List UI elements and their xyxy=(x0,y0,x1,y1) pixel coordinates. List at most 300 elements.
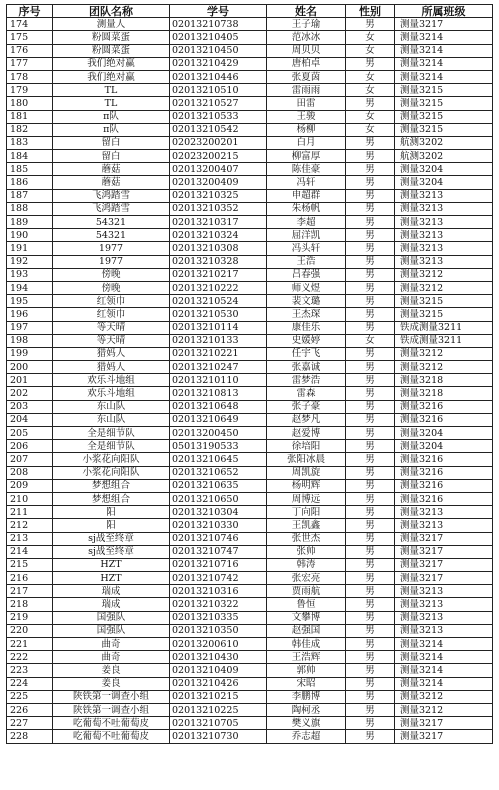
table-row xyxy=(7,677,493,690)
cell-student-id: 02013210738 xyxy=(170,18,267,31)
cell-name: 张嘉诚 xyxy=(267,361,346,374)
cell-team-name: 阳 xyxy=(53,519,170,532)
cell-index: 224 xyxy=(7,677,53,690)
cell-index: 210 xyxy=(7,492,53,505)
cell-name: 郭帅 xyxy=(267,664,346,677)
table-row xyxy=(7,717,493,730)
cell-index: 202 xyxy=(7,387,53,400)
cell-team-name: HZT xyxy=(53,572,170,585)
cell-gender: 男 xyxy=(346,242,395,255)
cell-team-name: 54321 xyxy=(53,216,170,229)
cell-name: 樊义旗 xyxy=(267,717,346,730)
cell-name: 李超 xyxy=(267,216,346,229)
cell-gender: 男 xyxy=(346,598,395,611)
cell-name: 王浩 xyxy=(267,255,346,268)
cell-index: 183 xyxy=(7,136,53,149)
table-row xyxy=(7,664,493,677)
cell-student-id: 02013200407 xyxy=(170,163,267,176)
team-roster-table xyxy=(6,4,493,744)
cell-name: 李鹏博 xyxy=(267,690,346,703)
table-row xyxy=(7,690,493,703)
cell-team-name: 飞鸿踏雪 xyxy=(53,202,170,215)
cell-class: 测量3217 xyxy=(395,730,493,743)
cell-class: 测量3213 xyxy=(395,519,493,532)
cell-name: 朱杨帆 xyxy=(267,202,346,215)
cell-name: 雷森 xyxy=(267,387,346,400)
cell-class: 测量3216 xyxy=(395,479,493,492)
cell-class: 测量3218 xyxy=(395,374,493,387)
cell-index: 186 xyxy=(7,176,53,189)
cell-team-name: 梦想组合 xyxy=(53,492,170,505)
cell-class: 测量3218 xyxy=(395,387,493,400)
cell-gender: 女 xyxy=(346,44,395,57)
cell-name: 冯轩 xyxy=(267,176,346,189)
cell-class: 测量3214 xyxy=(395,664,493,677)
cell-class: 测量3213 xyxy=(395,189,493,202)
cell-team-name: 蘑菇 xyxy=(53,176,170,189)
cell-student-id: 02013210635 xyxy=(170,479,267,492)
cell-gender: 男 xyxy=(346,506,395,519)
cell-student-id: 02013200409 xyxy=(170,176,267,189)
cell-student-id: 02013200610 xyxy=(170,638,267,651)
cell-index: 176 xyxy=(7,44,53,57)
cell-class: 测量3216 xyxy=(395,466,493,479)
cell-class: 测量3213 xyxy=(395,585,493,598)
cell-name: 白月 xyxy=(267,136,346,149)
cell-student-id: 02013210450 xyxy=(170,44,267,57)
cell-team-name: 梦想组合 xyxy=(53,479,170,492)
cell-class: 铁成测量3211 xyxy=(395,321,493,334)
cell-index: 198 xyxy=(7,334,53,347)
cell-class: 测量3217 xyxy=(395,532,493,545)
cell-class: 测量3212 xyxy=(395,703,493,716)
cell-team-name: 全是细节队 xyxy=(53,427,170,440)
cell-gender: 女 xyxy=(346,84,395,97)
cell-index: 214 xyxy=(7,545,53,558)
cell-team-name: π队 xyxy=(53,110,170,123)
table-row xyxy=(7,440,493,453)
cell-student-id: 05013190533 xyxy=(170,440,267,453)
table-row xyxy=(7,110,493,123)
table-row xyxy=(7,202,493,215)
cell-index: 178 xyxy=(7,70,53,83)
cell-class: 测量3212 xyxy=(395,268,493,281)
cell-gender: 男 xyxy=(346,651,395,664)
table-row xyxy=(7,651,493,664)
cell-class: 测量3216 xyxy=(395,413,493,426)
table-row xyxy=(7,150,493,163)
cell-index: 207 xyxy=(7,453,53,466)
cell-index: 204 xyxy=(7,413,53,426)
cell-student-id: 02013210527 xyxy=(170,97,267,110)
cell-team-name: 等天晴 xyxy=(53,321,170,334)
table-header xyxy=(7,5,493,18)
cell-name: 赵梦凡 xyxy=(267,413,346,426)
cell-student-id: 02013210324 xyxy=(170,229,267,242)
table-row xyxy=(7,558,493,571)
cell-name: 屈洋凯 xyxy=(267,229,346,242)
cell-team-name: 吃葡萄不吐葡萄皮 xyxy=(53,717,170,730)
cell-team-name: 曲奇 xyxy=(53,638,170,651)
cell-index: 215 xyxy=(7,558,53,571)
table-row xyxy=(7,598,493,611)
table-row xyxy=(7,479,493,492)
cell-index: 189 xyxy=(7,216,53,229)
cell-student-id: 02013210133 xyxy=(170,334,267,347)
cell-team-name: 陕铁第一调查小组 xyxy=(53,690,170,703)
cell-class: 测量3214 xyxy=(395,57,493,70)
cell-team-name: sj战至终章 xyxy=(53,545,170,558)
table-row xyxy=(7,268,493,281)
cell-gender: 男 xyxy=(346,703,395,716)
cell-name: 韩佳成 xyxy=(267,638,346,651)
cell-gender: 男 xyxy=(346,268,395,281)
cell-student-id: 02013210225 xyxy=(170,703,267,716)
table-row xyxy=(7,453,493,466)
cell-name: 贾雨航 xyxy=(267,585,346,598)
cell-student-id: 02023200201 xyxy=(170,136,267,149)
cell-name: 陈佳豪 xyxy=(267,163,346,176)
cell-name: 鲁恒 xyxy=(267,598,346,611)
cell-team-name: 瑞成 xyxy=(53,585,170,598)
cell-index: 200 xyxy=(7,361,53,374)
header-team-name: 团队名称 xyxy=(53,5,170,18)
cell-team-name: 傍晚 xyxy=(53,268,170,281)
table-row xyxy=(7,281,493,294)
cell-class: 测量3215 xyxy=(395,123,493,136)
cell-class: 航测3202 xyxy=(395,136,493,149)
cell-name: 王骏 xyxy=(267,110,346,123)
cell-team-name: 国强队 xyxy=(53,624,170,637)
cell-student-id: 02013210328 xyxy=(170,255,267,268)
cell-class: 测量3217 xyxy=(395,717,493,730)
cell-gender: 女 xyxy=(346,123,395,136)
cell-class: 测量3214 xyxy=(395,31,493,44)
cell-index: 201 xyxy=(7,374,53,387)
cell-index: 226 xyxy=(7,703,53,716)
cell-index: 213 xyxy=(7,532,53,545)
cell-gender: 男 xyxy=(346,229,395,242)
cell-team-name: 阳 xyxy=(53,506,170,519)
cell-team-name: 东山队 xyxy=(53,413,170,426)
cell-class: 测量3215 xyxy=(395,295,493,308)
cell-student-id: 02013210649 xyxy=(170,413,267,426)
cell-index: 174 xyxy=(7,18,53,31)
cell-index: 203 xyxy=(7,400,53,413)
cell-student-id: 02013210747 xyxy=(170,545,267,558)
cell-name: 张帅 xyxy=(267,545,346,558)
cell-class: 铁成测量3211 xyxy=(395,334,493,347)
cell-student-id: 02013210215 xyxy=(170,690,267,703)
cell-gender: 男 xyxy=(346,374,395,387)
table-row xyxy=(7,624,493,637)
table-row xyxy=(7,84,493,97)
cell-gender: 男 xyxy=(346,347,395,360)
cell-team-name: 猎妈人 xyxy=(53,347,170,360)
cell-name: 唐柏卓 xyxy=(267,57,346,70)
cell-gender: 女 xyxy=(346,110,395,123)
cell-name: 乔志超 xyxy=(267,730,346,743)
cell-index: 192 xyxy=(7,255,53,268)
cell-student-id: 02013210510 xyxy=(170,84,267,97)
cell-gender: 男 xyxy=(346,677,395,690)
cell-class: 测量3215 xyxy=(395,97,493,110)
table-row xyxy=(7,189,493,202)
cell-gender: 男 xyxy=(346,361,395,374)
cell-student-id: 02013210330 xyxy=(170,519,267,532)
cell-student-id: 02013210114 xyxy=(170,321,267,334)
table-row xyxy=(7,611,493,624)
cell-student-id: 02013210530 xyxy=(170,308,267,321)
cell-student-id: 02013210742 xyxy=(170,572,267,585)
cell-name: 康佳乐 xyxy=(267,321,346,334)
cell-team-name: 东山队 xyxy=(53,400,170,413)
cell-gender: 男 xyxy=(346,638,395,651)
cell-index: 218 xyxy=(7,598,53,611)
cell-gender: 男 xyxy=(346,492,395,505)
cell-student-id: 02013210352 xyxy=(170,202,267,215)
cell-class: 测量3213 xyxy=(395,506,493,519)
cell-gender: 男 xyxy=(346,427,395,440)
cell-gender: 男 xyxy=(346,466,395,479)
cell-student-id: 02013210716 xyxy=(170,558,267,571)
cell-gender: 男 xyxy=(346,387,395,400)
cell-name: 文攀博 xyxy=(267,611,346,624)
header-index: 序号 xyxy=(7,5,53,18)
cell-class: 测量3215 xyxy=(395,84,493,97)
table-row xyxy=(7,703,493,716)
cell-student-id: 02013210221 xyxy=(170,347,267,360)
table-row xyxy=(7,400,493,413)
cell-name: 吕春强 xyxy=(267,268,346,281)
cell-team-name: TL xyxy=(53,84,170,97)
cell-name: 王子瑜 xyxy=(267,18,346,31)
header-name: 姓名 xyxy=(267,5,346,18)
cell-team-name: 红领巾 xyxy=(53,308,170,321)
cell-index: 209 xyxy=(7,479,53,492)
cell-student-id: 02013210648 xyxy=(170,400,267,413)
cell-name: 王杰琛 xyxy=(267,308,346,321)
cell-team-name: 54321 xyxy=(53,229,170,242)
cell-student-id: 02013210316 xyxy=(170,585,267,598)
cell-student-id: 02013210409 xyxy=(170,664,267,677)
cell-class: 测量3213 xyxy=(395,202,493,215)
cell-gender: 男 xyxy=(346,690,395,703)
cell-index: 199 xyxy=(7,347,53,360)
cell-student-id: 02013210446 xyxy=(170,70,267,83)
cell-student-id: 02013210746 xyxy=(170,532,267,545)
cell-class: 测量3217 xyxy=(395,18,493,31)
cell-student-id: 02013210335 xyxy=(170,611,267,624)
cell-class: 测量3216 xyxy=(395,453,493,466)
cell-class: 测量3217 xyxy=(395,572,493,585)
cell-index: 208 xyxy=(7,466,53,479)
cell-student-id: 02013210308 xyxy=(170,242,267,255)
cell-team-name: sj战至终章 xyxy=(53,532,170,545)
cell-name: 冯头轩 xyxy=(267,242,346,255)
cell-name: 田雷 xyxy=(267,97,346,110)
cell-student-id: 02013210652 xyxy=(170,466,267,479)
table-row xyxy=(7,361,493,374)
cell-team-name: 等天晴 xyxy=(53,334,170,347)
cell-gender: 女 xyxy=(346,70,395,83)
cell-gender: 男 xyxy=(346,400,395,413)
cell-team-name: 小浆花向阳队 xyxy=(53,453,170,466)
cell-gender: 男 xyxy=(346,97,395,110)
cell-class: 测量3213 xyxy=(395,229,493,242)
cell-team-name: 姜良 xyxy=(53,677,170,690)
table-row xyxy=(7,730,493,743)
table-row xyxy=(7,255,493,268)
table-row xyxy=(7,347,493,360)
cell-team-name: 欢乐斗地组 xyxy=(53,387,170,400)
cell-gender: 男 xyxy=(346,585,395,598)
cell-name: 雷梦浩 xyxy=(267,374,346,387)
cell-name: 周博远 xyxy=(267,492,346,505)
cell-student-id: 02013210533 xyxy=(170,110,267,123)
cell-student-id: 02013210730 xyxy=(170,730,267,743)
cell-gender: 男 xyxy=(346,255,395,268)
cell-gender: 男 xyxy=(346,624,395,637)
cell-index: 185 xyxy=(7,163,53,176)
cell-gender: 男 xyxy=(346,57,395,70)
cell-student-id: 02013210325 xyxy=(170,189,267,202)
cell-class: 测量3214 xyxy=(395,44,493,57)
cell-class: 测量3212 xyxy=(395,281,493,294)
cell-team-name: 陕铁第一调查小组 xyxy=(53,703,170,716)
cell-gender: 男 xyxy=(346,453,395,466)
cell-index: 191 xyxy=(7,242,53,255)
cell-student-id: 02013210304 xyxy=(170,506,267,519)
cell-index: 195 xyxy=(7,295,53,308)
table-row xyxy=(7,44,493,57)
cell-gender: 男 xyxy=(346,413,395,426)
cell-index: 197 xyxy=(7,321,53,334)
table-row xyxy=(7,638,493,651)
cell-index: 217 xyxy=(7,585,53,598)
cell-class: 测量3214 xyxy=(395,677,493,690)
cell-gender: 女 xyxy=(346,334,395,347)
table-row xyxy=(7,216,493,229)
cell-team-name: 欢乐斗地组 xyxy=(53,374,170,387)
table-row xyxy=(7,585,493,598)
cell-name: 王浩辉 xyxy=(267,651,346,664)
cell-student-id: 02013210405 xyxy=(170,31,267,44)
cell-index: 179 xyxy=(7,84,53,97)
cell-class: 测量3213 xyxy=(395,216,493,229)
cell-team-name: HZT xyxy=(53,558,170,571)
cell-index: 187 xyxy=(7,189,53,202)
cell-gender: 男 xyxy=(346,216,395,229)
cell-gender: 男 xyxy=(346,189,395,202)
cell-class: 测量3214 xyxy=(395,638,493,651)
cell-gender: 男 xyxy=(346,545,395,558)
cell-gender: 男 xyxy=(346,519,395,532)
header-class: 所属班级 xyxy=(395,5,493,18)
cell-class: 测量3217 xyxy=(395,558,493,571)
cell-student-id: 02013210813 xyxy=(170,387,267,400)
cell-student-id: 02013210705 xyxy=(170,717,267,730)
table-row xyxy=(7,532,493,545)
table-row xyxy=(7,123,493,136)
cell-name: 任宇飞 xyxy=(267,347,346,360)
cell-name: 张世杰 xyxy=(267,532,346,545)
cell-class: 测量3214 xyxy=(395,70,493,83)
cell-team-name: 粉圆菜蛋 xyxy=(53,31,170,44)
cell-team-name: 测量人 xyxy=(53,18,170,31)
cell-index: 219 xyxy=(7,611,53,624)
cell-class: 测量3212 xyxy=(395,361,493,374)
cell-name: 张阳冰晨 xyxy=(267,453,346,466)
table-row xyxy=(7,31,493,44)
table-row xyxy=(7,18,493,31)
cell-team-name: 吃葡萄不吐葡萄皮 xyxy=(53,730,170,743)
table-row xyxy=(7,176,493,189)
cell-gender: 男 xyxy=(346,558,395,571)
cell-name: 陶柯丞 xyxy=(267,703,346,716)
cell-team-name: 飞鸿踏雪 xyxy=(53,189,170,202)
cell-team-name: 粉圆菜蛋 xyxy=(53,44,170,57)
cell-name: 张夏茵 xyxy=(267,70,346,83)
cell-team-name: 傍晚 xyxy=(53,281,170,294)
cell-name: 裴文璐 xyxy=(267,295,346,308)
cell-student-id: 02013210222 xyxy=(170,281,267,294)
header-student-id: 学号 xyxy=(170,5,267,18)
cell-gender: 男 xyxy=(346,611,395,624)
cell-name: 宋昭 xyxy=(267,677,346,690)
cell-name: 徐培阳 xyxy=(267,440,346,453)
cell-class: 测量3213 xyxy=(395,242,493,255)
cell-gender: 男 xyxy=(346,150,395,163)
table-row xyxy=(7,70,493,83)
cell-name: 雷雨雨 xyxy=(267,84,346,97)
header-row xyxy=(7,5,493,18)
cell-team-name: 蘑菇 xyxy=(53,163,170,176)
cell-index: 228 xyxy=(7,730,53,743)
cell-index: 211 xyxy=(7,506,53,519)
cell-gender: 男 xyxy=(346,163,395,176)
cell-student-id: 02013210430 xyxy=(170,651,267,664)
cell-student-id: 02013210217 xyxy=(170,268,267,281)
cell-gender: 男 xyxy=(346,440,395,453)
cell-student-id: 02013210429 xyxy=(170,57,267,70)
cell-team-name: π队 xyxy=(53,123,170,136)
table-row xyxy=(7,413,493,426)
cell-gender: 男 xyxy=(346,136,395,149)
cell-gender: 男 xyxy=(346,572,395,585)
cell-name: 范冰冰 xyxy=(267,31,346,44)
cell-class: 测量3213 xyxy=(395,255,493,268)
table-row xyxy=(7,136,493,149)
table-row xyxy=(7,242,493,255)
cell-class: 测量3204 xyxy=(395,176,493,189)
cell-name: 丁向阳 xyxy=(267,506,346,519)
cell-index: 220 xyxy=(7,624,53,637)
cell-student-id: 02013210322 xyxy=(170,598,267,611)
table-row xyxy=(7,506,493,519)
cell-index: 221 xyxy=(7,638,53,651)
cell-name: 申超群 xyxy=(267,189,346,202)
cell-index: 206 xyxy=(7,440,53,453)
table-row xyxy=(7,308,493,321)
table-row xyxy=(7,387,493,400)
cell-student-id: 02013210426 xyxy=(170,677,267,690)
cell-gender: 男 xyxy=(346,717,395,730)
table-row xyxy=(7,545,493,558)
table-row xyxy=(7,295,493,308)
header-gender: 性别 xyxy=(346,5,395,18)
cell-index: 190 xyxy=(7,229,53,242)
